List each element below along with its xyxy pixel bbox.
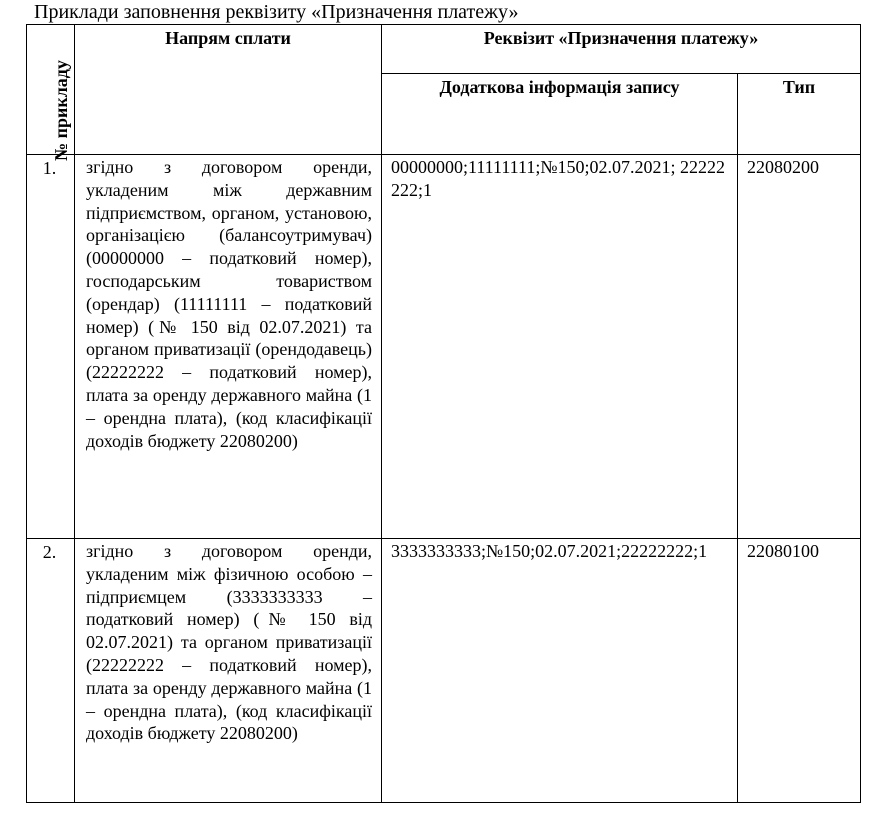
header-additional-info: Додаткова інформація запису [439,77,680,97]
header-requisite: Реквізит «Призначення платежу» [483,28,759,48]
header-number-cell [27,25,75,161]
row-direction-cell [75,539,382,803]
table-row [27,155,861,539]
row-number-cell [27,155,75,539]
header-direction: Напрям сплати [165,28,291,48]
row-type: 22080100 [747,541,819,561]
row-type-cell [738,539,861,803]
row-direction: згідно з договором оренди, укладеним між державним підприємством, органом, установою, організацією (балансоутримувач) (00000000 – податковий номер), господарським товариством (орендар) (11111111 – податковий номер) (№ 150 від 02.07.2021) та органом приватизації (орендодавець) (22222222 – податковий номер), плата за оренду державного майна (1 – орендна плата), (код класифікації доходів бюджету 22080200) [86,157,372,451]
row-number-cell [27,539,75,803]
header-additional-info-cell [382,74,738,155]
row-additional-info: 3333333333;№150;02.07.2021;22222222;1 [391,541,708,561]
row-number: 2. [42,542,57,562]
header-row-top [27,25,861,74]
header-requisite-cell [382,25,861,74]
document-title: Приклади заповнення реквізиту «Призначення платежу» [34,1,519,23]
row-additional-info: 00000000;11111111;№150;02.07.2021; 22222222;1 [391,157,726,200]
header-number: № прикладу [51,60,71,161]
row-type: 22080200 [747,157,819,177]
row-type-cell [738,155,861,539]
payment-purpose-table [26,24,861,803]
row-additional-info-cell [382,155,738,539]
header-type-cell [738,74,861,155]
header-type: Тип [782,77,816,97]
row-additional-info-cell [382,539,738,803]
row-direction-cell [75,155,382,539]
row-number: 1. [42,158,57,178]
header-direction-cell [75,25,382,155]
table-row [27,539,861,803]
row-direction: згідно з договором оренди, укладеним між фізичною особою – підприємцем (3333333333 – податковий номер) (№ 150 від 02.07.2021) та органом приватизації (22222222 – податковий номер), плата за оренду державного майна (1 – орендна плата), (код класифікації доходів бюджету 22080200) [86,541,372,744]
